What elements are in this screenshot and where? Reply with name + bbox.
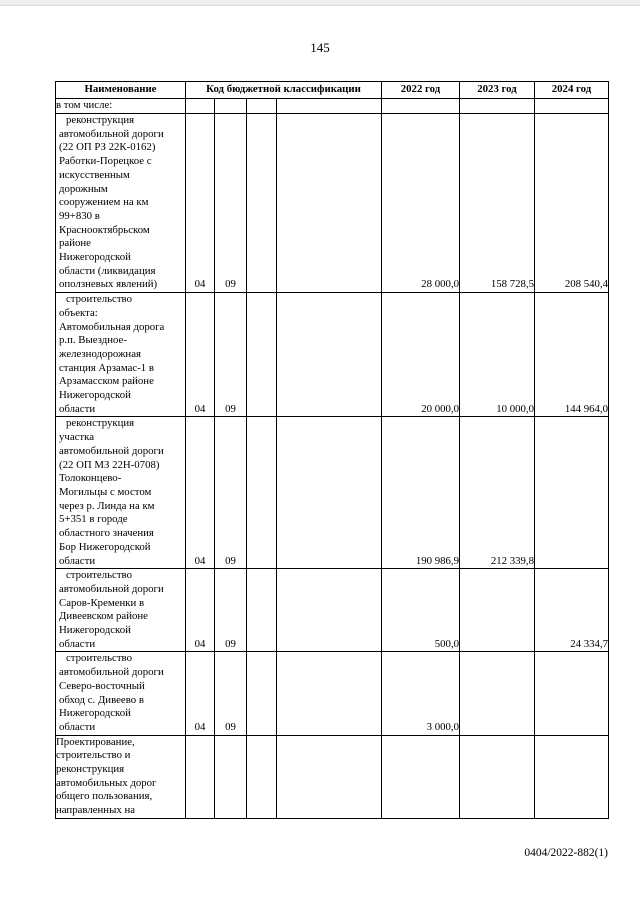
row-name <box>56 569 186 652</box>
row-name-line: реконструкция <box>56 763 125 776</box>
value-2022: 28 000,0 <box>382 114 460 293</box>
value-2022: 3 000,0 <box>382 652 460 735</box>
value-2023 <box>460 569 535 652</box>
row-name-line: Арзамасском районе <box>59 375 154 388</box>
header-code: Код бюджетной классификации <box>186 82 382 99</box>
row-name-line: направленных на <box>56 804 136 817</box>
row-name-line: строительство <box>66 293 132 306</box>
row-name-line: объекта: <box>59 306 98 319</box>
value-2024: 208 540,4 <box>535 114 609 293</box>
code-cell-4 <box>277 114 382 293</box>
value-2024: 24 334,7 <box>535 569 609 652</box>
table-row <box>56 114 609 293</box>
row-name-line: Нижегородской <box>59 707 131 720</box>
code-cell-3 <box>247 293 277 417</box>
code-cell-2: 09 <box>215 293 247 417</box>
row-name-line: автомобильной дороги <box>59 582 164 595</box>
code-cell-1 <box>186 735 215 818</box>
row-name <box>56 293 186 417</box>
code-cell-2: 09 <box>215 569 247 652</box>
code-cell-1: 04 <box>186 652 215 735</box>
row-name-line: строительство <box>66 652 132 665</box>
code-cell-2: 09 <box>215 114 247 293</box>
code-cell-3 <box>247 569 277 652</box>
row-name-line: оползневых явлений) <box>59 278 158 291</box>
code-cell-2: 09 <box>215 417 247 569</box>
row-name-line: Бор Нижегородской <box>59 540 151 553</box>
row-name-line: Нижегородской <box>59 624 131 637</box>
page-number: 145 <box>310 40 330 55</box>
row-name-line: области <box>59 554 96 567</box>
table-row <box>56 652 609 735</box>
value-2024 <box>535 417 609 569</box>
row-name-line: общего пользования, <box>56 790 153 803</box>
row-name-line: области <box>59 402 96 415</box>
row-name-line: обход с. Дивеево в <box>59 693 144 706</box>
value-2023: 10 000,0 <box>460 293 535 417</box>
table-row <box>56 569 609 652</box>
row-name-line: Краснооктябрьском <box>59 223 150 236</box>
row-name <box>56 652 186 735</box>
row-name-line: области (ликвидация <box>59 264 156 277</box>
value-2023: 158 728,5 <box>460 114 535 293</box>
header-2023: 2023 год <box>460 82 535 99</box>
value-2022 <box>382 735 460 818</box>
code-cell-1: 04 <box>186 417 215 569</box>
header-name: Наименование <box>56 82 186 99</box>
row-name-line: Толоконцево- <box>59 472 122 485</box>
row-name-line: Работки-Порецкое с <box>59 155 152 168</box>
value-2024 <box>535 735 609 818</box>
code-cell-1: 04 <box>186 114 215 293</box>
code-cell-2 <box>215 735 247 818</box>
table-row <box>56 417 609 569</box>
row-name <box>56 114 186 293</box>
table-header-row <box>56 82 609 99</box>
code-cell-3 <box>247 735 277 818</box>
code-cell-1: 04 <box>186 293 215 417</box>
value-2024 <box>535 652 609 735</box>
budget-table <box>55 81 609 819</box>
row-name-line: автомобильной дороги <box>59 666 164 679</box>
row-name-line: области <box>59 720 96 733</box>
row-name-line: Северо-восточный <box>59 679 145 692</box>
row-name-line: Автомобильная дорога <box>59 320 165 333</box>
value-2022: 190 986,9 <box>382 417 460 569</box>
row-name-line: Саров-Кременки в <box>59 596 145 609</box>
row-name-line: Проектирование, <box>56 735 135 748</box>
row-name-line: автомобильной дороги <box>59 444 164 457</box>
row-name-line: строительство и <box>56 749 131 762</box>
row-name-line: автомобильных дорог <box>56 776 157 789</box>
row-name-line: сооружением на км <box>59 196 149 209</box>
document-number: 0404/2022-882(1) <box>524 847 608 859</box>
row-name-line: строительство <box>66 569 132 582</box>
row-name-line: (22 ОП РЗ 22К-0162) <box>59 141 156 154</box>
row-name-line: автомобильной дороги <box>59 127 164 140</box>
code-cell-4 <box>277 569 382 652</box>
row-name-line: реконструкция <box>66 417 135 430</box>
row-name-line: 99+830 в <box>59 209 100 222</box>
row-name-line: участка <box>59 431 95 444</box>
row-name-line: областного значения <box>59 527 154 540</box>
code-cell-1: 04 <box>186 569 215 652</box>
value-2022: 500,0 <box>382 569 460 652</box>
row-name-line: реконструкция <box>66 114 135 126</box>
row-name-line: Нижегородской <box>59 251 131 264</box>
row-name-line: Дивеевском районе <box>59 610 148 623</box>
row-name-line: области <box>59 637 96 650</box>
code-cell-2: 09 <box>215 652 247 735</box>
row-name <box>56 417 186 569</box>
code-cell-4 <box>277 293 382 417</box>
row-name-line: дорожным <box>59 182 108 195</box>
value-2022: 20 000,0 <box>382 293 460 417</box>
value-2023 <box>460 652 535 735</box>
code-cell-3 <box>247 652 277 735</box>
row-name-line: (22 ОП МЗ 22Н-0708) <box>59 458 160 471</box>
row-name-line: через р. Линда на км <box>59 499 155 512</box>
row-name-line: р.п. Выездное- <box>59 334 127 347</box>
code-cell-4 <box>277 735 382 818</box>
table-row <box>56 735 609 818</box>
row-name-line: станция Арзамас-1 в <box>59 361 154 374</box>
top-edge-rule <box>0 0 640 6</box>
row-name-line: железнодорожная <box>59 347 141 360</box>
row-name <box>56 735 186 818</box>
row-name-line: Могильцы с мостом <box>59 485 152 498</box>
row-name-line: 5+351 в городе <box>59 513 128 526</box>
code-cell-4 <box>277 652 382 735</box>
value-2024: 144 964,0 <box>535 293 609 417</box>
row-name-line: районе <box>59 237 91 250</box>
subhead-row <box>56 99 609 114</box>
row-name-line: искусственным <box>59 168 130 181</box>
row-name-line: Нижегородской <box>59 389 131 402</box>
code-cell-4 <box>277 417 382 569</box>
table-row <box>56 293 609 417</box>
code-cell-3 <box>247 114 277 293</box>
header-2022: 2022 год <box>382 82 460 99</box>
subhead-label: в том числе: <box>56 99 186 114</box>
header-2024: 2024 год <box>535 82 609 99</box>
value-2023: 212 339,8 <box>460 417 535 569</box>
value-2023 <box>460 735 535 818</box>
code-cell-3 <box>247 417 277 569</box>
